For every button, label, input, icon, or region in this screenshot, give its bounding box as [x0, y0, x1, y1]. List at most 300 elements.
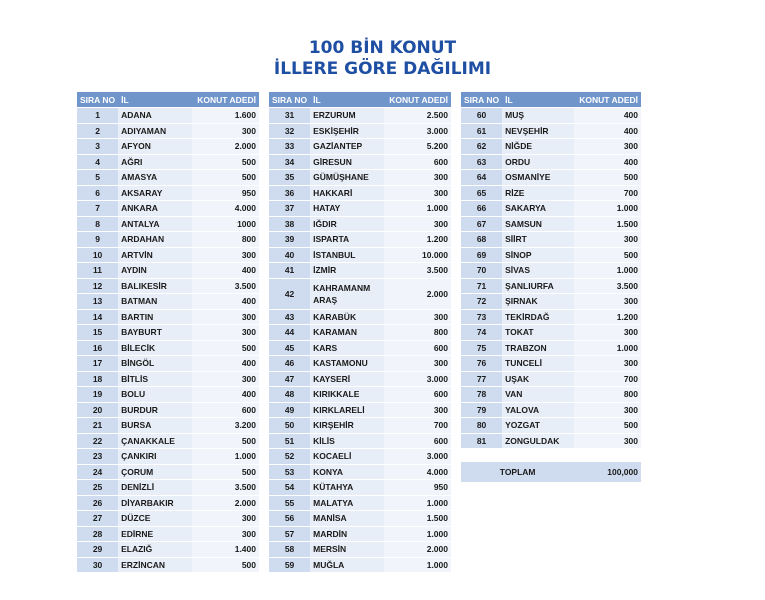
sira-no-cell: 73: [461, 309, 502, 325]
il-cell: MUŞ: [502, 108, 574, 124]
sira-no-cell: 63: [461, 154, 502, 170]
sira-no-cell: 65: [461, 185, 502, 201]
il-cell: ŞIRNAK: [502, 294, 574, 310]
konut-adedi-cell: 500: [574, 418, 641, 434]
table-row: [269, 387, 451, 403]
table-row: [77, 480, 259, 496]
sira-no-cell: 8: [77, 216, 118, 232]
il-cell: ÇORUM: [118, 464, 192, 480]
table-row: [461, 170, 641, 186]
sira-no-cell: 53: [269, 464, 310, 480]
sira-no-cell: 12: [77, 278, 118, 294]
konut-adedi-cell: 5.200: [384, 139, 451, 155]
konut-adedi-cell: 600: [384, 340, 451, 356]
sira-no-cell: 44: [269, 325, 310, 341]
il-cell: ESKİŞEHİR: [310, 123, 384, 139]
konut-adedi-cell: 400: [192, 387, 259, 403]
il-cell: SAMSUN: [502, 216, 574, 232]
sira-no-cell: 20: [77, 402, 118, 418]
header-sira-no: SIRA NO: [77, 92, 118, 108]
konut-adedi-cell: 2.500: [384, 108, 451, 124]
table-row: [461, 108, 641, 124]
sira-no-cell: 34: [269, 154, 310, 170]
sira-no-cell: 60: [461, 108, 502, 124]
table-row: [77, 526, 259, 542]
sira-no-cell: 16: [77, 340, 118, 356]
il-cell: ŞANLIURFA: [502, 278, 574, 294]
il-cell: DİYARBAKIR: [118, 495, 192, 511]
table-row: [269, 123, 451, 139]
il-cell: KONYA: [310, 464, 384, 480]
il-cell: KİLİS: [310, 433, 384, 449]
il-cell: BİNGÖL: [118, 356, 192, 372]
sira-no-cell: 35: [269, 170, 310, 186]
province-table-1: [77, 92, 259, 573]
sira-no-cell: 17: [77, 356, 118, 372]
konut-adedi-cell: 300: [574, 356, 641, 372]
table-row: [461, 387, 641, 403]
il-cell: BOLU: [118, 387, 192, 403]
header-konut-adedi: KONUT ADEDİ: [192, 92, 259, 108]
konut-adedi-cell: 300: [384, 356, 451, 372]
header-konut-adedi: KONUT ADEDİ: [574, 92, 641, 108]
konut-adedi-cell: 3.200: [192, 418, 259, 434]
sira-no-cell: 46: [269, 356, 310, 372]
table-row: [269, 511, 451, 527]
il-cell: KIRKLARELİ: [310, 402, 384, 418]
konut-adedi-cell: 1.000: [192, 449, 259, 465]
il-cell: KAHRAMANM ARAŞ: [310, 278, 384, 309]
table-row: [77, 356, 259, 372]
konut-adedi-cell: 700: [574, 185, 641, 201]
il-cell: YOZGAT: [502, 418, 574, 434]
il-cell: İZMİR: [310, 263, 384, 279]
table-row: [77, 464, 259, 480]
sira-no-cell: 80: [461, 418, 502, 434]
il-cell: ÇANAKKALE: [118, 433, 192, 449]
il-cell: MANİSA: [310, 511, 384, 527]
il-cell: MERSİN: [310, 542, 384, 558]
table-row: [269, 201, 451, 217]
il-cell: ERZURUM: [310, 108, 384, 124]
total-value: 100,000: [574, 462, 641, 483]
table-row: [269, 418, 451, 434]
konut-adedi-cell: 400: [574, 123, 641, 139]
konut-adedi-cell: 300: [574, 232, 641, 248]
sira-no-cell: 64: [461, 170, 502, 186]
table-row: [461, 247, 641, 263]
header-il: İL: [310, 92, 384, 108]
konut-adedi-cell: 3.500: [192, 480, 259, 496]
sira-no-cell: 81: [461, 433, 502, 449]
table-row: [461, 232, 641, 248]
il-cell: KASTAMONU: [310, 356, 384, 372]
sira-no-cell: 51: [269, 433, 310, 449]
konut-adedi-cell: 300: [574, 139, 641, 155]
header-il: İL: [502, 92, 574, 108]
sira-no-cell: 10: [77, 247, 118, 263]
sira-no-cell: 78: [461, 387, 502, 403]
konut-adedi-cell: 300: [574, 433, 641, 449]
sira-no-cell: 71: [461, 278, 502, 294]
table-row: [269, 402, 451, 418]
table-row: [461, 278, 641, 294]
table-header: [77, 92, 259, 108]
konut-adedi-cell: 300: [574, 325, 641, 341]
sira-no-cell: 11: [77, 263, 118, 279]
il-cell: OSMANİYE: [502, 170, 574, 186]
sira-no-cell: 48: [269, 387, 310, 403]
table-row: [461, 402, 641, 418]
sira-no-cell: 26: [77, 495, 118, 511]
il-cell: ZONGULDAK: [502, 433, 574, 449]
sira-no-cell: 47: [269, 371, 310, 387]
il-cell: KIRŞEHİR: [310, 418, 384, 434]
il-cell: İSTANBUL: [310, 247, 384, 263]
il-cell: MARDİN: [310, 526, 384, 542]
konut-adedi-cell: 2.000: [384, 542, 451, 558]
table-row: [269, 449, 451, 465]
sira-no-cell: 14: [77, 309, 118, 325]
il-cell: BAYBURT: [118, 325, 192, 341]
konut-adedi-cell: 300: [384, 170, 451, 186]
il-cell: UŞAK: [502, 371, 574, 387]
table-row: [269, 371, 451, 387]
il-cell: MUĞLA: [310, 557, 384, 573]
konut-adedi-cell: 300: [574, 294, 641, 310]
konut-adedi-cell: 500: [192, 340, 259, 356]
table-row: [461, 154, 641, 170]
konut-adedi-cell: 600: [384, 387, 451, 403]
table-row: [269, 263, 451, 279]
konut-adedi-cell: 3.000: [384, 449, 451, 465]
table-row: [77, 418, 259, 434]
sira-no-cell: 37: [269, 201, 310, 217]
table-row: [461, 356, 641, 372]
sira-no-cell: 61: [461, 123, 502, 139]
table-row: [269, 154, 451, 170]
konut-adedi-cell: 400: [192, 263, 259, 279]
konut-adedi-cell: 300: [574, 402, 641, 418]
il-cell: AKSARAY: [118, 185, 192, 201]
sira-no-cell: 38: [269, 216, 310, 232]
il-cell: AYDIN: [118, 263, 192, 279]
sira-no-cell: 27: [77, 511, 118, 527]
table-row: [77, 402, 259, 418]
il-cell: TUNCELİ: [502, 356, 574, 372]
il-cell: VAN: [502, 387, 574, 403]
table-row: [269, 108, 451, 124]
il-cell: KIRIKKALE: [310, 387, 384, 403]
il-cell: KOCAELİ: [310, 449, 384, 465]
total-label: TOPLAM: [461, 462, 574, 483]
table-row: [77, 247, 259, 263]
table-row: [269, 185, 451, 201]
il-cell: TRABZON: [502, 340, 574, 356]
table-row: [77, 154, 259, 170]
header-sira-no: SIRA NO: [461, 92, 502, 108]
il-cell: SİVAS: [502, 263, 574, 279]
table-row: [77, 263, 259, 279]
il-cell: GÜMÜŞHANE: [310, 170, 384, 186]
table-row: [77, 449, 259, 465]
il-cell: ANTALYA: [118, 216, 192, 232]
konut-adedi-cell: 500: [192, 557, 259, 573]
sira-no-cell: 79: [461, 402, 502, 418]
sira-no-cell: 59: [269, 557, 310, 573]
sira-no-cell: 43: [269, 309, 310, 325]
konut-adedi-cell: 1.500: [574, 216, 641, 232]
sira-no-cell: 58: [269, 542, 310, 558]
table-row: [269, 433, 451, 449]
konut-adedi-cell: 700: [574, 371, 641, 387]
sira-no-cell: 54: [269, 480, 310, 496]
il-cell: KÜTAHYA: [310, 480, 384, 496]
table-row: [269, 247, 451, 263]
konut-adedi-cell: 1.000: [384, 495, 451, 511]
konut-adedi-cell: 300: [384, 185, 451, 201]
table-row: [269, 542, 451, 558]
header-konut-adedi: KONUT ADEDİ: [384, 92, 451, 108]
sira-no-cell: 40: [269, 247, 310, 263]
table-row: [269, 170, 451, 186]
konut-adedi-cell: 300: [192, 123, 259, 139]
sira-no-cell: 2: [77, 123, 118, 139]
sira-no-cell: 74: [461, 325, 502, 341]
sira-no-cell: 41: [269, 263, 310, 279]
table-row: [461, 216, 641, 232]
sira-no-cell: 9: [77, 232, 118, 248]
table-row: [269, 278, 451, 309]
il-cell: ELAZIĞ: [118, 542, 192, 558]
konut-adedi-cell: 400: [192, 356, 259, 372]
sira-no-cell: 68: [461, 232, 502, 248]
title-line-1: 100 BİN KONUT: [308, 38, 457, 58]
konut-adedi-cell: 3.500: [192, 278, 259, 294]
konut-adedi-cell: 3.500: [384, 263, 451, 279]
il-cell: RİZE: [502, 185, 574, 201]
konut-adedi-cell: 300: [192, 371, 259, 387]
table-row: [77, 294, 259, 310]
il-cell: SİNOP: [502, 247, 574, 263]
table-row: [77, 542, 259, 558]
table-row: [77, 309, 259, 325]
table-row: [461, 325, 641, 341]
table-row: [461, 309, 641, 325]
il-cell: HAKKARİ: [310, 185, 384, 201]
sira-no-cell: 6: [77, 185, 118, 201]
table-row: [77, 185, 259, 201]
table-row: [461, 371, 641, 387]
konut-adedi-cell: 2.000: [192, 139, 259, 155]
konut-adedi-cell: 1.000: [574, 201, 641, 217]
table-row: [269, 557, 451, 573]
table-row: [461, 185, 641, 201]
il-cell: ADIYAMAN: [118, 123, 192, 139]
il-cell: ANKARA: [118, 201, 192, 217]
table-row: [269, 480, 451, 496]
title-line-2: İLLERE GÖRE DAĞILIMI: [273, 59, 492, 79]
table-row: [77, 201, 259, 217]
konut-adedi-cell: 600: [384, 433, 451, 449]
il-cell: KAYSERİ: [310, 371, 384, 387]
konut-adedi-cell: 500: [192, 154, 259, 170]
konut-adedi-cell: 400: [192, 294, 259, 310]
il-cell: AĞRI: [118, 154, 192, 170]
sira-no-cell: 25: [77, 480, 118, 496]
il-cell: BURSA: [118, 418, 192, 434]
table-row: [461, 340, 641, 356]
konut-adedi-cell: 500: [192, 170, 259, 186]
table-row: [461, 418, 641, 434]
table-row: [77, 433, 259, 449]
sira-no-cell: 49: [269, 402, 310, 418]
sira-no-cell: 36: [269, 185, 310, 201]
sira-no-cell: 55: [269, 495, 310, 511]
il-cell: GAZİANTEP: [310, 139, 384, 155]
il-cell: BİLECİK: [118, 340, 192, 356]
table-row: [461, 139, 641, 155]
konut-adedi-cell: 950: [384, 480, 451, 496]
table-row: [77, 557, 259, 573]
konut-adedi-cell: 600: [384, 154, 451, 170]
konut-adedi-cell: 1.000: [384, 201, 451, 217]
konut-adedi-cell: 300: [384, 402, 451, 418]
il-cell: KARAMAN: [310, 325, 384, 341]
table-row: [77, 371, 259, 387]
table-row: [77, 511, 259, 527]
il-cell: AMASYA: [118, 170, 192, 186]
konut-adedi-cell: 300: [192, 325, 259, 341]
table-row: [269, 216, 451, 232]
sira-no-cell: 45: [269, 340, 310, 356]
konut-adedi-cell: 400: [574, 154, 641, 170]
page-title: [0, 38, 765, 80]
table-header: [461, 92, 641, 108]
konut-adedi-cell: 1.500: [384, 511, 451, 527]
il-cell: KARS: [310, 340, 384, 356]
konut-adedi-cell: 800: [384, 325, 451, 341]
konut-adedi-cell: 2.000: [192, 495, 259, 511]
konut-adedi-cell: 3.000: [384, 123, 451, 139]
il-cell: NEVŞEHİR: [502, 123, 574, 139]
konut-adedi-cell: 4.000: [192, 201, 259, 217]
table-row: [269, 232, 451, 248]
konut-adedi-cell: 1.000: [574, 340, 641, 356]
konut-adedi-cell: 700: [384, 418, 451, 434]
table-row: [77, 170, 259, 186]
sira-no-cell: 4: [77, 154, 118, 170]
table-row: [269, 309, 451, 325]
sira-no-cell: 56: [269, 511, 310, 527]
il-cell: SAKARYA: [502, 201, 574, 217]
sira-no-cell: 75: [461, 340, 502, 356]
table-row: [77, 123, 259, 139]
table-row: [269, 464, 451, 480]
il-cell: TEKİRDAĞ: [502, 309, 574, 325]
il-cell: BURDUR: [118, 402, 192, 418]
table-row: [77, 232, 259, 248]
konut-adedi-cell: 300: [192, 511, 259, 527]
konut-adedi-cell: 400: [574, 108, 641, 124]
konut-adedi-cell: 300: [192, 526, 259, 542]
il-cell: AFYON: [118, 139, 192, 155]
konut-adedi-cell: 300: [384, 216, 451, 232]
il-cell: IĞDIR: [310, 216, 384, 232]
sira-no-cell: 30: [77, 557, 118, 573]
sira-no-cell: 33: [269, 139, 310, 155]
konut-adedi-cell: 1.000: [384, 557, 451, 573]
il-cell: DENİZLİ: [118, 480, 192, 496]
konut-adedi-cell: 10.000: [384, 247, 451, 263]
sira-no-cell: 42: [269, 278, 310, 309]
sira-no-cell: 7: [77, 201, 118, 217]
il-cell: ORDU: [502, 154, 574, 170]
sira-no-cell: 24: [77, 464, 118, 480]
il-cell: DÜZCE: [118, 511, 192, 527]
konut-adedi-cell: 3.500: [574, 278, 641, 294]
table-row: [269, 526, 451, 542]
table-row: [461, 433, 641, 449]
table-row: [269, 139, 451, 155]
sira-no-cell: 5: [77, 170, 118, 186]
konut-adedi-cell: 2.000: [384, 278, 451, 309]
il-cell: ERZİNCAN: [118, 557, 192, 573]
sira-no-cell: 52: [269, 449, 310, 465]
konut-adedi-cell: 1.200: [384, 232, 451, 248]
konut-adedi-cell: 1.400: [192, 542, 259, 558]
table-row: [77, 387, 259, 403]
sira-no-cell: 22: [77, 433, 118, 449]
sira-no-cell: 31: [269, 108, 310, 124]
total-row: [461, 462, 641, 483]
sira-no-cell: 77: [461, 371, 502, 387]
sira-no-cell: 21: [77, 418, 118, 434]
konut-adedi-cell: 500: [192, 464, 259, 480]
sira-no-cell: 19: [77, 387, 118, 403]
table-row: [269, 356, 451, 372]
province-table-3: [461, 92, 641, 483]
il-cell: TOKAT: [502, 325, 574, 341]
il-cell: BATMAN: [118, 294, 192, 310]
header-sira-no: SIRA NO: [269, 92, 310, 108]
il-cell: ISPARTA: [310, 232, 384, 248]
province-table-2: [269, 92, 451, 573]
konut-adedi-cell: 600: [192, 402, 259, 418]
konut-adedi-cell: 500: [574, 170, 641, 186]
sira-no-cell: 70: [461, 263, 502, 279]
sira-no-cell: 15: [77, 325, 118, 341]
sira-no-cell: 29: [77, 542, 118, 558]
sira-no-cell: 18: [77, 371, 118, 387]
konut-adedi-cell: 500: [574, 247, 641, 263]
total-spacer: [461, 449, 641, 462]
il-cell: BALIKESİR: [118, 278, 192, 294]
konut-adedi-cell: 300: [384, 309, 451, 325]
sira-no-cell: 57: [269, 526, 310, 542]
konut-adedi-cell: 4.000: [384, 464, 451, 480]
konut-adedi-cell: 1.200: [574, 309, 641, 325]
konut-adedi-cell: 1000: [192, 216, 259, 232]
sira-no-cell: 72: [461, 294, 502, 310]
table-row: [77, 139, 259, 155]
table-row: [77, 495, 259, 511]
konut-adedi-cell: 1.000: [574, 263, 641, 279]
sira-no-cell: 62: [461, 139, 502, 155]
konut-adedi-cell: 300: [192, 247, 259, 263]
konut-adedi-cell: 800: [192, 232, 259, 248]
sira-no-cell: 67: [461, 216, 502, 232]
